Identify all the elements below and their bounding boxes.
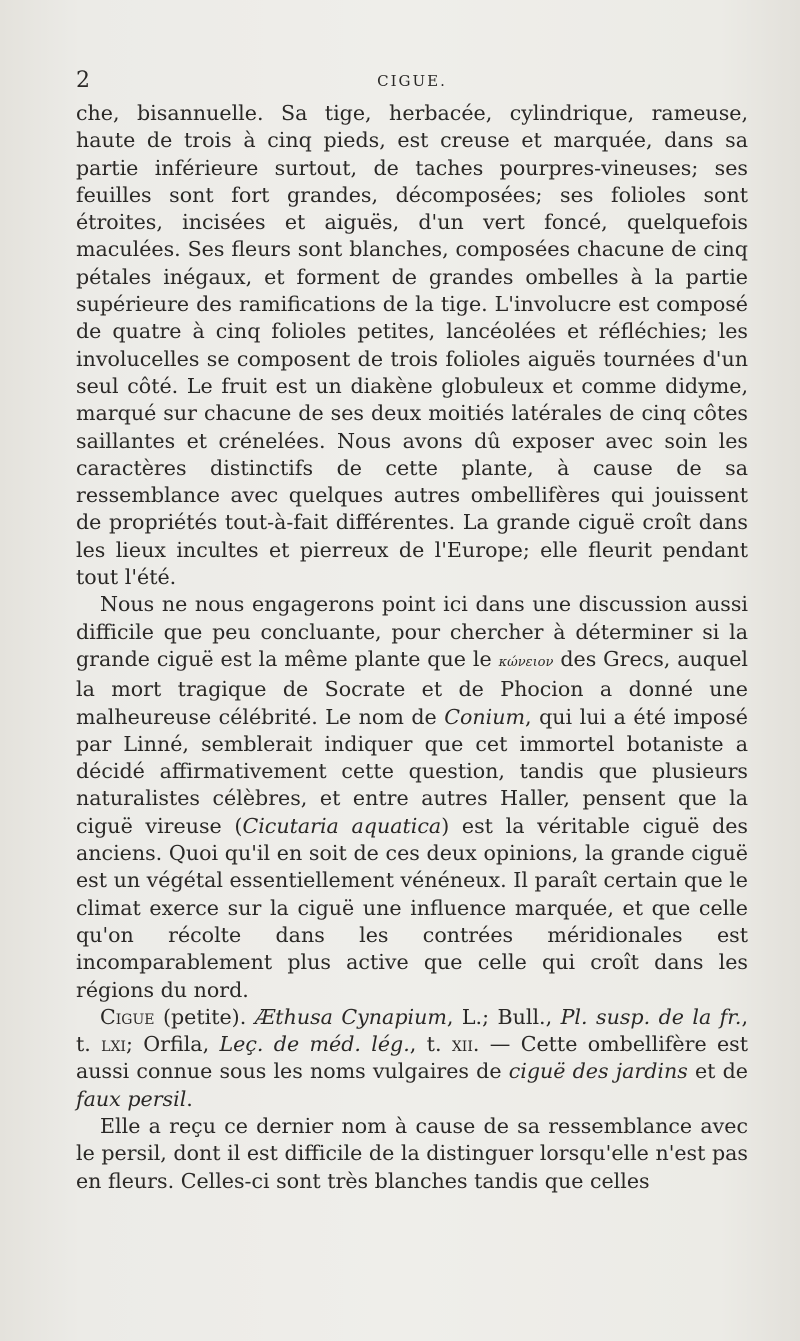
text: . — Cette ombellifère est aussi connue sous les noms vulgaires de — [76, 1032, 749, 1084]
text: , t. — [76, 1004, 748, 1057]
page-number: 2 — [76, 68, 90, 93]
reference: Pl. susp. de la fr. — [560, 1004, 742, 1029]
text: . — [186, 1086, 193, 1111]
text: et de — [687, 1059, 748, 1084]
common-name: faux persil — [76, 1086, 187, 1111]
latin-name: Æthusa Cynapium — [254, 1004, 447, 1029]
paragraph-3: Elle a reçu ce dernier nom à cause de sa ressemblance avec le persil, dont il est difficile de la distinguer lorsqu'elle n'est pas en fleurs. Celles-ci sont très blanches tandis que celles — [76, 1113, 748, 1193]
greek-word: κώνειον — [498, 654, 554, 670]
latin-name: Cicutaria aquatica — [242, 813, 442, 838]
text: , L.; Bull., — [446, 1004, 561, 1029]
page-header — [76, 68, 748, 98]
text: ) est la véritable ciguë des anciens. Quoi qu'il en soit de ces deux opinions, la grande ciguë est un végétal essentiellement vénéneux. Il paraît certain que le climat exerce sur la ciguë une influence marquée, et que celle qu'on récolte dans les contrées méridionales est incomparablement plus active que celle qui croît dans les régions du nord. — [76, 813, 749, 1002]
dictionary-entry — [76, 1004, 748, 1113]
text: (petite). — [154, 1004, 255, 1029]
text: Nous ne nous engagerons point ici dans une discussion aussi difficile que peu concluante, pour chercher à déterminer si la grande ciguë est la même plante que le — [76, 592, 748, 671]
paragraph-1: che, bisannuelle. Sa tige, herbacée, cylindrique, rameuse, haute de trois à cinq pieds, est creuse et marquée, dans sa partie inférieure surtout, de taches pourpres-vineuses; ses feuilles sont fort grandes, décomposées; ses folioles sont étroites, incisées et aiguës, d'un vert foncé, quelquefois maculées. Ses fleurs sont blanches, composées chacune de cinq pétales inégaux, et forment de grandes ombelles à la partie supérieure des ramifications de la tige. L'involucre est composé de quatre à cinq folioles petites, lancéolées et réfléchies; les involucelles se composent de trois folioles aiguës tournées d'un seul côté. Le fruit est un diakène globuleux et comme didyme, marqué sur chacune de ses deux moitiés latérales de cinq côtes saillantes et crénelées. Nous avons dû exposer avec soin les caractères distinctifs de cette plante, à cause de sa ressemblance avec quelques autres ombellifères qui jouissent de propriétés tout-à-fait différentes. La grande ciguë croît dans les lieux incultes et pierreux de l'Europe; elle fleurit pendant tout l'été. — [76, 101, 748, 590]
plate-number: lxi — [101, 1032, 126, 1057]
headword: Cigue — [100, 1004, 155, 1029]
latin-name: Conium — [444, 704, 526, 729]
running-head: CIGUE. — [377, 72, 447, 90]
text: des Grecs, auquel la mort tragique de Socrate et de Phocion a donné une malheureuse célébrité. Le nom de — [76, 646, 748, 729]
paragraph-2 — [76, 591, 748, 1003]
text: ; Orfila, — [125, 1032, 220, 1057]
text: , t. — [409, 1032, 452, 1057]
common-name: ciguë des jardins — [508, 1059, 688, 1084]
volume-number: xii — [451, 1032, 473, 1057]
page-body — [76, 100, 748, 1195]
reference: Leç. de méd. lég. — [219, 1032, 410, 1057]
text: , qui lui a été imposé par Linné, semblerait indiquer que cet immortel botaniste a décidé affirmativement cette question, tandis que plusieurs naturalistes célèbres, et entre autres Haller, pensent que la ciguë vireuse ( — [76, 704, 748, 838]
